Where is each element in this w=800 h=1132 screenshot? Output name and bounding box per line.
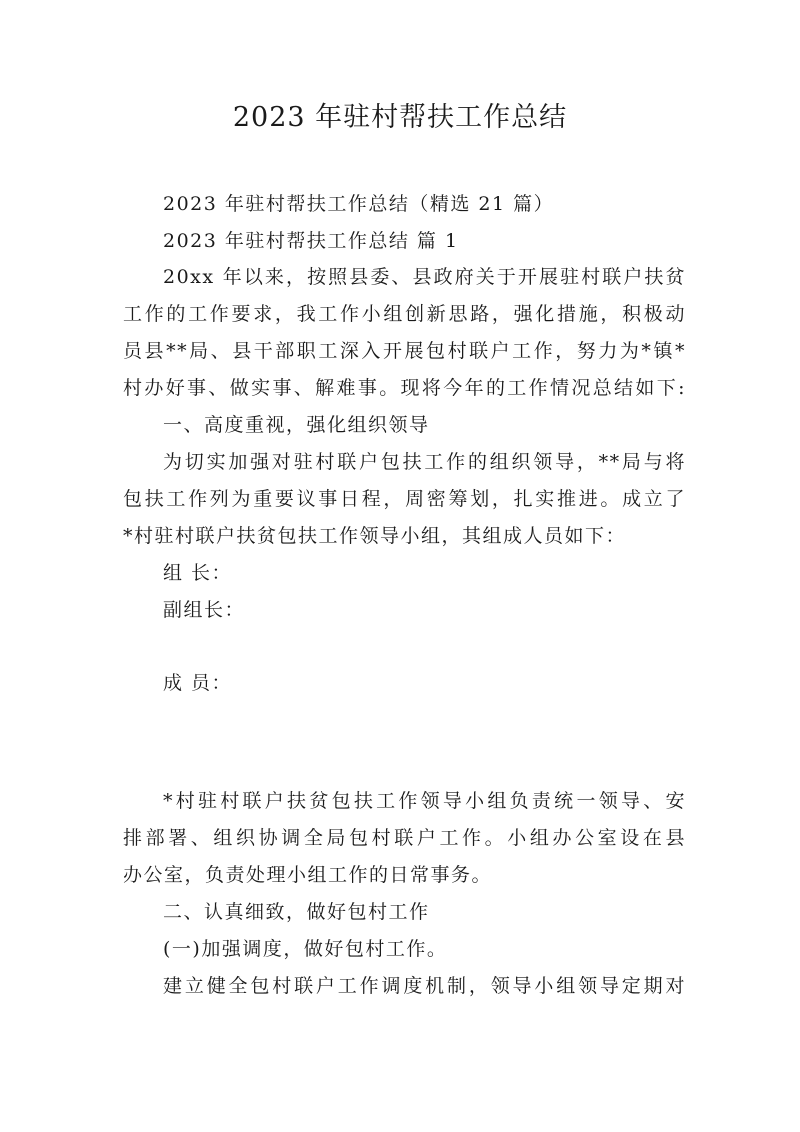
section-heading-line: 2023 年驻村帮扶工作总结 篇 1 xyxy=(163,230,459,252)
leader-label: 组 长： xyxy=(163,562,233,584)
paragraph-line: 村办好事、做实事、解难事。现将今年的工作情况总结如下: xyxy=(123,377,686,399)
subtitle-line: 2023 年驻村帮扶工作总结（精选 21 篇） xyxy=(163,193,555,215)
paragraph-line: 建立健全包村联户工作调度机制，领导小组领导定期对 xyxy=(163,975,686,997)
paragraph-line: 包扶工作列为重要议事日程，周密筹划，扎实推进。成立了 xyxy=(123,488,686,510)
heading-line: 二、认真细致，做好包村工作 xyxy=(163,901,430,923)
paragraph-line: 为切实加强对驻村联户包扶工作的组织领导，**局与将 xyxy=(163,451,686,473)
paragraph-line: 工作的工作要求，我工作小组创新思路，强化措施，积极动 xyxy=(123,303,686,325)
paragraph-line: *村驻村联户扶贫包扶工作领导小组，其组成人员如下： xyxy=(123,525,627,547)
document-title: 2023 年驻村帮扶工作总结 xyxy=(232,102,568,133)
paragraph-line: *村驻村联户扶贫包扶工作领导小组负责统一领导、安 xyxy=(163,790,686,812)
paragraph-line: 员县**局、县干部职工深入开展包村联户工作，努力为*镇* xyxy=(123,340,686,362)
subheading-line: (一)加强调度，做好包村工作。 xyxy=(163,938,448,960)
members-label: 成 员： xyxy=(163,672,233,694)
paragraph-line: 办公室，负责处理小组工作的日常事务。 xyxy=(123,864,493,886)
paragraph-line: 20xx 年以来，按照县委、县政府关于开展驻村联户扶贫 xyxy=(163,266,686,288)
heading-line: 一、高度重视，强化组织领导 xyxy=(163,414,430,436)
deputy-leader-label: 副组长： xyxy=(163,599,246,621)
paragraph-line: 排部署、组织协调全局包村联户工作。小组办公室设在县 xyxy=(123,827,686,849)
